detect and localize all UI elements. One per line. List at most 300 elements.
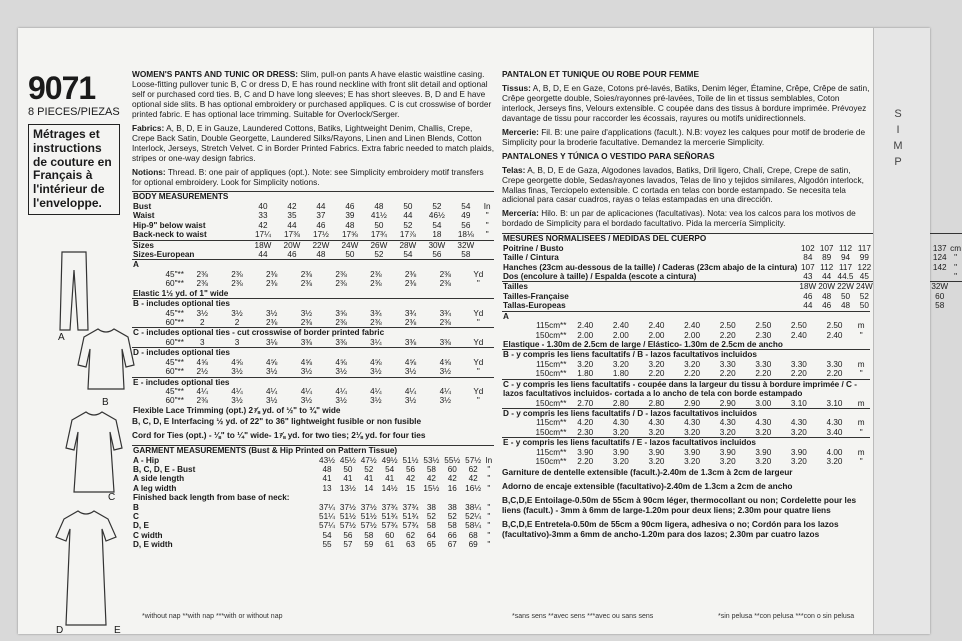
fabric-width: 60"** xyxy=(165,317,184,327)
unit-cell xyxy=(480,250,494,259)
value-cell: 3½ xyxy=(265,308,278,318)
size-cell: 48 xyxy=(316,250,326,260)
value-cell: 3.90 xyxy=(719,447,736,457)
value-cell: 2⅜ xyxy=(335,317,347,327)
value-cell: 2.20 xyxy=(684,369,701,379)
value-cell: 4⅝ xyxy=(300,357,313,367)
garment-measurements-table xyxy=(132,445,494,550)
value-cell: 2.20 xyxy=(826,369,843,379)
table-row xyxy=(502,448,870,457)
value-cell: 49 xyxy=(461,211,471,221)
pieces-count: 8 PIECES/PIEZAS xyxy=(28,106,120,118)
value-cell: 3.30 xyxy=(826,359,843,369)
french-spanish-column xyxy=(502,69,962,544)
value-cell: 18 xyxy=(432,230,442,240)
value-cell: 2.20 xyxy=(577,457,594,467)
value-cell: 3.30 xyxy=(790,359,807,369)
figure-c xyxy=(64,408,138,501)
value-cell: 3½ xyxy=(300,367,313,377)
fabric-width: 45"** xyxy=(165,269,184,279)
unit-cell: " xyxy=(476,396,480,406)
value-cell xyxy=(930,272,949,282)
table-row xyxy=(132,377,494,387)
row-label: B xyxy=(133,502,139,512)
value-cell: 3¼ xyxy=(370,337,382,347)
value-cell: 1.80 xyxy=(612,369,629,379)
value-cell: 14½ xyxy=(381,483,398,493)
value-cell: 3.20 xyxy=(648,427,665,437)
value-cell: 3½ xyxy=(439,396,451,406)
value-cell: 57 xyxy=(343,540,353,550)
value-cell: 3.20 xyxy=(755,457,772,467)
table-row xyxy=(132,260,494,270)
size-cell: 60 xyxy=(935,291,945,301)
value-cell: 37¾ xyxy=(381,502,398,512)
fabric-width: 115cm** xyxy=(536,418,567,428)
interfacing-note: B, C, D, E Interfacing ½ yd. of 22" to 36" lightweight fusible or non fusible xyxy=(132,416,422,427)
table-row xyxy=(132,318,494,328)
value-cell: 58 xyxy=(447,521,457,531)
french-tissus: Tissus: A, B, D, E en Gaze, Cotons pré-lavés, Batiks, Denim léger, Étamine, Crêpe, Crêpe de satin, Crêpe georgette double, Soies/rayonnes pré-lavées, Toile de lin et tissus semblables, Coton interlock, Jerseys fins, Velours extensible. C coupée dans des tissus à bordure imprimée. Prévoyez davantage de tissu pour raccorder les écossais, rayures ou motifs unidirectionnels. xyxy=(502,82,870,123)
value-cell: 51¾ xyxy=(402,512,419,522)
value-cell: 41 xyxy=(322,474,332,484)
fabric-width: 60"** xyxy=(165,396,184,406)
value-cell: 2⅜ xyxy=(265,279,278,289)
value-cell: 35 xyxy=(287,211,297,221)
value-cell: 3.00 xyxy=(755,398,772,408)
figure-label-e: E xyxy=(114,625,121,636)
value-cell: 61 xyxy=(385,540,395,550)
value-cell: 2⅜ xyxy=(265,269,278,279)
value-cell: 52 xyxy=(447,512,457,522)
value-cell xyxy=(337,493,358,502)
french-instructions-note: Métrages et instructions de couture en Français à l'intérieur de l'enveloppe. xyxy=(28,124,120,215)
value-cell: 43 xyxy=(803,272,813,282)
view-note: Flexible Lace Trimming (opt.) 2⅞ yd. of ½" to ¾" wide xyxy=(133,405,341,415)
value-cell: 51¾ xyxy=(381,512,398,522)
unit-cell: " xyxy=(476,279,480,289)
table-row xyxy=(502,311,870,321)
table-row xyxy=(132,279,494,288)
value-cell: 137 xyxy=(932,243,947,253)
value-cell: 2⅜ xyxy=(196,396,208,406)
value-cell: 2.20 xyxy=(719,330,736,340)
value-cell: 3.90 xyxy=(612,447,629,457)
table-title: BODY MEASUREMENTS xyxy=(132,192,494,202)
value-cell: 4.30 xyxy=(790,418,807,428)
table-row xyxy=(132,512,494,521)
unit-cell: " xyxy=(954,262,958,272)
view-heading: A xyxy=(132,260,494,270)
value-cell: 2⅜ xyxy=(404,269,417,279)
value-cell: 142 xyxy=(932,262,947,272)
footnote-spanish: *sin pelusa **con pelusa ***con o sin pelusa xyxy=(718,613,855,620)
row-label: Bust xyxy=(133,201,152,211)
value-cell: 13½ xyxy=(339,483,356,493)
value-cell: 57¾ xyxy=(402,521,419,531)
fabric-width: 150cm** xyxy=(535,398,567,408)
row-label: Dos (encolure à taille) / Espalda (escote a cintura) xyxy=(503,272,697,282)
table-row xyxy=(132,358,494,367)
value-cell: 2.90 xyxy=(719,398,736,408)
figure-d-e xyxy=(54,507,138,636)
fabric-width: 60"** xyxy=(165,337,184,347)
size-label: Tailles xyxy=(502,282,798,292)
value-cell: 3½ xyxy=(404,367,417,377)
value-cell: 2⅜ xyxy=(265,317,278,327)
value-cell: 99 xyxy=(859,253,869,263)
value-cell: 54 xyxy=(432,220,442,230)
value-cell: 3.90 xyxy=(755,447,772,457)
figure-label-d: D xyxy=(56,625,64,636)
fabrics: Fabrics: A, B, D, E in Gauze, Laundered Cottons, Batiks, Lightweight Denim, Challis, Crepe, Crepe Back Satin, Double Georgette, Laundered Silks/Rayons, Linen and Linen Blends, Cotton Interlock, Jerseys, Stretch Velvet. C in Border Printed Fabrics. Extra fabric needed to match plaids, stripes or one-way design fabrics. xyxy=(132,122,494,163)
value-cell: 3.20 xyxy=(826,457,843,467)
value-cell: 2½ xyxy=(196,367,208,377)
value-cell: 50 xyxy=(343,464,353,474)
value-cell: 54 xyxy=(385,464,395,474)
unit-cell: m xyxy=(857,321,865,331)
size-cell: 24W xyxy=(335,240,364,250)
value-cell: 3.20 xyxy=(684,427,701,437)
value-cell: 3½ xyxy=(300,396,313,406)
entretela-note: B,C,D,E Entretela-0.50m de 55cm a 90cm ligera, adhesiva o no; Cordón para los lazos (facultativo)-3mm a 6mm de ancho-1.20m para dos lazos; 2.30m par cuatro lazos xyxy=(502,519,839,540)
value-cell xyxy=(358,493,379,502)
unit-cell: Yd xyxy=(473,337,484,347)
table-row xyxy=(132,503,494,512)
value-cell: 68 xyxy=(468,530,478,540)
value-cell: 4⅝ xyxy=(335,357,347,367)
value-cell: 3⅜ xyxy=(439,337,451,347)
unit-cell: " xyxy=(487,540,491,550)
view-heading: E - includes optional ties xyxy=(132,377,494,387)
value-cell xyxy=(317,493,338,502)
value-cell: 3½ xyxy=(370,396,382,406)
value-cell: 15½ xyxy=(423,483,440,493)
pattern-number: 9071 xyxy=(28,70,96,106)
value-cell: 3½ xyxy=(265,396,278,406)
value-cell: 2⅜ xyxy=(439,269,451,279)
fabric-width: 115cm** xyxy=(536,359,567,369)
value-cell: 2.00 xyxy=(684,330,701,340)
table-row xyxy=(132,289,494,299)
unit-cell: " xyxy=(859,427,863,437)
size-cell: 22W xyxy=(837,282,854,292)
value-cell: 89 xyxy=(822,253,832,263)
cord-note: Cord for Ties (opt.) - ⅛" to ¼" wide- 1⅞ yd. for two ties; 2⅛ yd. for four ties xyxy=(132,430,426,441)
value-cell: 2⅜ xyxy=(370,269,382,279)
row-label: A leg width xyxy=(133,483,177,493)
size-cell: 46 xyxy=(287,250,297,260)
size-cell: 48 xyxy=(840,301,851,311)
value-cell: 54 xyxy=(322,530,332,540)
size-label: Sizes xyxy=(132,240,248,250)
size-cell: 50 xyxy=(840,291,851,301)
value-cell: 4¼ xyxy=(265,386,278,396)
row-label: D, E width xyxy=(133,540,173,550)
value-cell: 54 xyxy=(461,201,471,211)
size-cell: 24W xyxy=(855,282,873,292)
view-heading: C - y compris les liens facultatifs - coupée dans la largeur du tissu à bordure imprimée / C - lazos facultativos incluidos- cortada a lo ancho de tela con borde estampado xyxy=(502,379,870,398)
value-cell: 3.20 xyxy=(577,359,594,369)
value-cell: 42 xyxy=(468,474,478,484)
size-cell: 26W xyxy=(364,240,393,250)
metric-yardage-table xyxy=(502,311,870,467)
unit-cell: " xyxy=(476,317,480,327)
figure-b xyxy=(76,325,138,408)
table-row xyxy=(132,540,494,549)
pants-icon xyxy=(54,250,94,332)
table-row xyxy=(132,465,494,474)
pattern-envelope-back xyxy=(18,28,962,636)
value-cell: 67 xyxy=(447,540,457,550)
value-cell: 42 xyxy=(258,220,268,230)
value-cell: 57½ xyxy=(339,521,356,531)
table-row xyxy=(502,408,870,418)
unit-cell: " xyxy=(485,211,489,221)
table-row xyxy=(502,369,870,379)
size-cell: 28W xyxy=(393,240,422,250)
yardage-table xyxy=(132,259,494,415)
value-cell: 117 xyxy=(838,262,853,272)
value-cell: 38¼ xyxy=(465,502,482,512)
value-cell: 48 xyxy=(345,220,355,230)
unit-cell: " xyxy=(487,530,491,540)
value-cell: 3⅜ xyxy=(300,337,313,347)
value-cell: 41 xyxy=(343,474,353,484)
value-cell: 4¼ xyxy=(231,386,243,396)
value-cell: 44 xyxy=(287,220,297,230)
row-label: A side length xyxy=(133,474,185,484)
french-title: PANTALON ET TUNIQUE OU ROBE POUR FEMME xyxy=(502,69,699,79)
envelope-flap xyxy=(873,28,930,634)
value-cell: 3.20 xyxy=(755,427,772,437)
value-cell: 37¼ xyxy=(319,502,335,512)
view-note: Elastique - 1.30m de 2.5cm de large / Elástico- 1.30m de 2.5cm de ancho xyxy=(503,339,783,349)
value-cell: 41 xyxy=(385,474,395,484)
value-cell: 69 xyxy=(468,540,478,550)
value-cell: 3.10 xyxy=(790,398,807,408)
table-row xyxy=(132,250,494,259)
row-label: D, E xyxy=(133,521,149,531)
value-cell: 4.30 xyxy=(612,418,629,428)
unit-cell: " xyxy=(487,474,491,484)
value-cell: 4⅝ xyxy=(370,357,382,367)
value-cell: 4¼ xyxy=(335,386,347,396)
value-cell: 37½ xyxy=(339,502,356,512)
unit-cell xyxy=(949,301,962,310)
row-label: Back-neck to waist xyxy=(133,230,207,240)
english-column xyxy=(132,70,494,550)
unit-cell: " xyxy=(485,220,489,230)
value-cell: 4⅝ xyxy=(439,357,451,367)
table-row xyxy=(132,192,494,202)
size-cell: 30W xyxy=(422,240,451,250)
value-cell: 3¾ xyxy=(370,308,382,318)
value-cell: 40 xyxy=(258,201,268,211)
french-mercerie: Mercerie: Fil. B: une paire d'applications (facult.). N.B: voyez les calques pour motif de broderie de Simplicity pour la broderie facultative. Demandez la mercerie Simplicity. xyxy=(502,126,866,147)
size-cell: 54 xyxy=(403,250,413,260)
unit-cell: " xyxy=(859,369,863,379)
row-label: Hip-9" below waist xyxy=(133,220,206,230)
table-row xyxy=(132,493,494,502)
value-cell: 46 xyxy=(316,220,326,230)
value-cell: 15 xyxy=(405,483,416,493)
value-cell: 3½ xyxy=(265,367,278,377)
value-cell: 57½ xyxy=(360,521,377,531)
size-cell: 46 xyxy=(822,301,832,311)
table-row xyxy=(132,338,494,348)
table-row xyxy=(132,531,494,540)
fabric-width: 150cm** xyxy=(535,369,567,379)
value-cell: 102 xyxy=(800,243,815,253)
value-cell: 2⅜ xyxy=(300,269,313,279)
value-cell: 2.40 xyxy=(684,321,701,331)
value-cell: 4.30 xyxy=(826,418,843,428)
value-cell: 3.20 xyxy=(790,427,807,437)
unit-cell: m xyxy=(857,359,865,369)
row-label: Poitrine / Busto xyxy=(503,243,564,253)
unit-cell: " xyxy=(859,457,863,467)
value-cell: 37½ xyxy=(360,502,377,512)
value-cell: 2⅜ xyxy=(439,279,451,289)
value-cell: 4¼ xyxy=(300,386,313,396)
value-cell: 112 xyxy=(838,243,853,253)
fold-mark-4: P xyxy=(894,156,902,168)
fabric-width: 60"** xyxy=(165,279,184,289)
value-cell: 3½ xyxy=(231,396,243,406)
value-cell: 58 xyxy=(364,530,374,540)
value-cell xyxy=(379,493,400,502)
value-cell: 112 xyxy=(820,262,834,272)
table-title: GARMENT MEASUREMENTS (Bust & Hip Printed on Pattern Tissue) xyxy=(132,446,494,456)
value-cell: 58 xyxy=(426,464,436,474)
value-cell: 2.00 xyxy=(648,330,665,340)
size-cell: 22W xyxy=(306,240,335,250)
value-cell: 3½ xyxy=(335,396,347,406)
size-cell: 50 xyxy=(345,250,355,260)
value-cell: 3.30 xyxy=(719,359,736,369)
value-cell: 65 xyxy=(426,540,436,550)
value-cell: 2⅜ xyxy=(300,317,313,327)
view-heading: E - y compris les liens facultatifs / E - lazos facultativos incluidos xyxy=(502,438,870,448)
value-cell: 122 xyxy=(857,262,872,272)
value-cell: 2.30 xyxy=(577,427,594,437)
value-cell: 38 xyxy=(447,502,457,512)
value-cell: 3⅜ xyxy=(335,337,347,347)
row-label: B, C, D, E - Bust xyxy=(133,464,196,474)
table-row xyxy=(132,240,494,250)
value-cell: 57½ xyxy=(465,455,482,465)
fold-mark-2: I xyxy=(896,124,900,136)
fabric-width: 115cm** xyxy=(536,321,567,331)
table-row xyxy=(132,474,494,483)
value-cell: 2.40 xyxy=(790,330,807,340)
value-cell: 2.00 xyxy=(577,330,594,340)
value-cell: 4.20 xyxy=(577,418,594,428)
table-row xyxy=(132,221,494,230)
value-cell: 4¼ xyxy=(370,386,382,396)
unit-cell: " xyxy=(487,512,491,522)
value-cell: 2⅜ xyxy=(439,317,451,327)
fabric-width: 115cm** xyxy=(536,447,567,457)
size-cell: 44 xyxy=(258,250,268,260)
size-label: Sizes-European xyxy=(133,250,195,260)
unit-cell xyxy=(480,240,494,250)
row-label: Taille / Cintura xyxy=(503,253,559,263)
value-cell: 4⅝ xyxy=(404,357,417,367)
value-cell: 4¼ xyxy=(439,386,451,396)
value-cell: 56 xyxy=(405,464,416,474)
value-cell: 124 xyxy=(932,253,947,263)
value-cell: 51¼ xyxy=(319,512,335,522)
value-cell: 3½ xyxy=(404,396,417,406)
value-cell: 17⅝ xyxy=(341,230,358,240)
value-cell: 45 xyxy=(859,272,869,282)
notions: Notions: Thread. B: one pair of appliques (opt.). Note: see Simplicity embroidery motif transfers for optional embroidery. Look for Simplicity notions. xyxy=(132,166,484,187)
table-row xyxy=(132,230,494,240)
table-row xyxy=(132,406,494,415)
table-row xyxy=(132,367,494,377)
value-cell: 58¼ xyxy=(465,521,482,531)
value-cell: 44 xyxy=(822,272,832,282)
unit-cell: Yd xyxy=(473,357,484,367)
value-cell: 3.90 xyxy=(684,447,701,457)
footnote-french: *sans sens **avec sens ***avec ou sans sens xyxy=(512,613,654,620)
dress-icon xyxy=(54,507,118,627)
unit-cell: " xyxy=(487,464,491,474)
size-cell: 32W xyxy=(451,240,480,250)
unit-cell: In xyxy=(485,455,493,465)
value-cell: 45½ xyxy=(339,455,356,465)
value-cell: 3½ xyxy=(439,367,451,377)
value-cell: 46½ xyxy=(428,211,445,221)
table-row xyxy=(132,456,494,465)
value-cell: 52 xyxy=(403,220,413,230)
value-cell: 42 xyxy=(426,474,436,484)
value-cell: 3.20 xyxy=(684,457,701,467)
value-cell: 2.40 xyxy=(612,321,629,331)
view-heading: D - y compris les liens facultatifs / D - lazos facultativos incluidos xyxy=(502,408,870,418)
entoilage-note: B,C,D,E Entoilage-0.50m de 55cm à 90cm léger, thermocollant ou non; Cordelette pour les liens (facult.) - 3mm à 6mm de large-1.20m pour deux liens; 2.30m pour quatre liens xyxy=(502,495,857,516)
value-cell: 2.40 xyxy=(826,330,843,340)
unit-cell: Yd xyxy=(473,269,484,279)
value-cell: 2⅜ xyxy=(196,269,208,279)
size-cell: 52 xyxy=(859,291,869,301)
value-cell: 2.80 xyxy=(648,398,665,408)
unit-cell: " xyxy=(485,230,489,240)
table-row xyxy=(502,340,870,350)
value-cell: 59 xyxy=(364,540,374,550)
fabric-width: 150cm** xyxy=(535,457,567,467)
value-cell: 17⅞ xyxy=(399,230,416,240)
fold-mark-3: M xyxy=(893,140,903,152)
value-cell: 66 xyxy=(447,530,457,540)
value-cell: 2.50 xyxy=(755,321,772,331)
size-cell: 56 xyxy=(432,250,442,260)
value-cell: 2⅜ xyxy=(404,279,417,289)
value-cell: 2.30 xyxy=(755,330,772,340)
value-cell: 2.80 xyxy=(612,398,629,408)
size-cell: 48 xyxy=(822,291,832,301)
value-cell: 2⅜ xyxy=(404,317,417,327)
value-cell: 38 xyxy=(426,502,436,512)
value-cell: 37 xyxy=(316,211,326,221)
table-row xyxy=(132,211,494,220)
value-cell: 16½ xyxy=(465,483,482,493)
value-cell: 3⅛ xyxy=(265,337,278,347)
value-cell: 52 xyxy=(426,512,436,522)
view-heading: C - includes optional ties - cut crosswise of border printed fabric xyxy=(132,328,494,338)
